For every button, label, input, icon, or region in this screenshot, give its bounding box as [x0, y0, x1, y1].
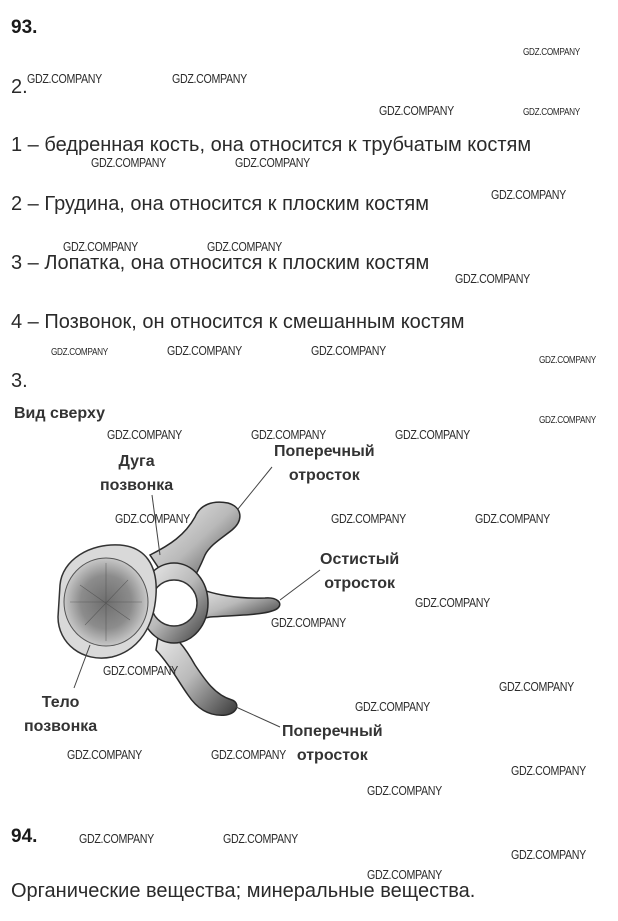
answer-line-3: 3 – Лопатка, она относится к плоским костям [11, 252, 430, 274]
transverse-top-pointer [238, 467, 272, 509]
watermark: GDZ.COMPANY [91, 155, 166, 170]
watermark: GDZ.COMPANY [379, 103, 454, 118]
task-94-answer: Органические вещества; минеральные вещества. [11, 880, 476, 902]
answer-line-2: 2 – Грудина, она относится к плоским костям [11, 193, 429, 215]
watermark: GDZ.COMPANY [395, 427, 470, 442]
watermark: GDZ.COMPANY [167, 343, 242, 358]
transverse-process-top-label: Поперечный отросток [274, 443, 375, 484]
watermark: GDZ.COMPANY [51, 347, 108, 358]
watermark: GDZ.COMPANY [511, 763, 586, 778]
vertebral-body-label: Тело позвонка [24, 694, 98, 735]
watermark: GDZ.COMPANY [499, 679, 574, 694]
watermark: GDZ.COMPANY [79, 831, 154, 846]
watermark: GDZ.COMPANY [63, 239, 138, 254]
watermark: GDZ.COMPANY [207, 239, 282, 254]
watermark: GDZ.COMPANY [115, 511, 190, 526]
watermark: GDZ.COMPANY [367, 867, 442, 882]
watermark: GDZ.COMPANY [355, 699, 430, 714]
watermark: GDZ.COMPANY [27, 71, 102, 86]
watermark: GDZ.COMPANY [523, 107, 580, 118]
task-number-93: 93. [11, 17, 38, 38]
watermark: GDZ.COMPANY [235, 155, 310, 170]
watermark: GDZ.COMPANY [331, 511, 406, 526]
watermark: GDZ.COMPANY [251, 427, 326, 442]
watermark: GDZ.COMPANY [539, 415, 596, 426]
spinous-pointer [280, 570, 320, 600]
watermark: GDZ.COMPANY [311, 343, 386, 358]
task-number-94: 94. [11, 826, 38, 847]
watermark: GDZ.COMPANY [67, 747, 142, 762]
watermark: GDZ.COMPANY [107, 427, 182, 442]
view-from-above-label: Вид сверху [14, 405, 105, 422]
item-3-marker: 3. [11, 370, 28, 392]
arch-label: Дуга позвонка [100, 453, 174, 494]
watermark: GDZ.COMPANY [539, 355, 596, 366]
watermark: GDZ.COMPANY [211, 747, 286, 762]
watermark: GDZ.COMPANY [523, 47, 580, 58]
item-2-marker: 2. [11, 76, 28, 98]
watermark: GDZ.COMPANY [223, 831, 298, 846]
watermark: GDZ.COMPANY [491, 187, 566, 202]
transverse-process-bottom-label: Поперечный отросток [282, 723, 383, 764]
watermark: GDZ.COMPANY [455, 271, 530, 286]
watermark: GDZ.COMPANY [367, 783, 442, 798]
answer-line-4: 4 – Позвонок, он относится к смешанным костям [11, 311, 465, 333]
spinous-process-label: Остистый отросток [320, 551, 400, 592]
watermark: GDZ.COMPANY [271, 615, 346, 630]
transverse-bottom-pointer [236, 707, 280, 727]
watermark: GDZ.COMPANY [103, 663, 178, 678]
watermark: GDZ.COMPANY [172, 71, 247, 86]
watermark: GDZ.COMPANY [475, 511, 550, 526]
watermark: GDZ.COMPANY [415, 595, 490, 610]
answer-line-1: 1 – бедренная кость, она относится к трубчатым костям [11, 134, 532, 156]
watermark: GDZ.COMPANY [511, 847, 586, 862]
